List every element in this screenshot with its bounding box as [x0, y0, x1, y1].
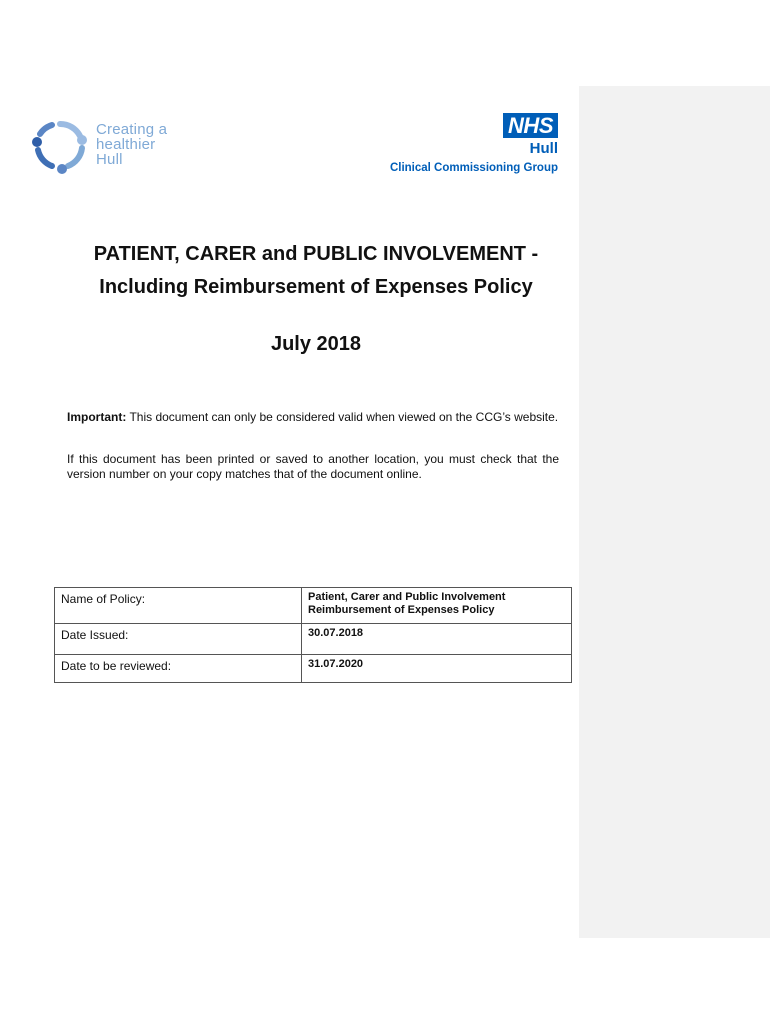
important-notice: [67, 410, 559, 425]
table-row: [55, 655, 572, 683]
logo-wordmark: [96, 122, 167, 167]
policy-name-label: Name of Policy:: [55, 588, 302, 624]
review-date-label: Date to be reviewed:: [55, 655, 302, 683]
creating-healthier-hull-logo: [30, 118, 200, 176]
important-label: Important:: [67, 410, 127, 424]
document-date: July 2018: [270, 333, 362, 355]
table-row: [55, 588, 572, 624]
logo-line-3: Hull: [96, 151, 123, 168]
document-title-line-2: Including Reimbursement of Expenses Policy: [99, 276, 533, 298]
policy-name-value: [302, 588, 572, 624]
nhs-badge: NHS: [503, 113, 558, 138]
nhs-group-name: Clinical Commissioning Group: [389, 162, 558, 174]
table-row: [55, 624, 572, 655]
document-title-line-1: PATIENT, CARER and PUBLIC INVOLVEMENT -: [93, 243, 539, 265]
date-issued-label: Date Issued:: [55, 624, 302, 655]
printed-copy-notice: If this document has been printed or saved to another location, you must check that the version number on your copy matches that of the document online.: [67, 452, 559, 481]
logo-line-2: healthier: [96, 136, 156, 153]
nhs-hull-ccg-logo: [383, 113, 558, 175]
date-issued-value: 30.07.2018: [302, 624, 572, 655]
policy-name-line-1: Patient, Carer and Public Involvement: [308, 591, 506, 603]
nhs-org-name: Hull: [529, 140, 558, 157]
policy-name-line-2: Reimbursement of Expenses Policy: [308, 604, 495, 616]
important-text: This document can only be considered valid when viewed on the CCG’s website.: [126, 410, 559, 424]
logo-line-1: Creating a: [96, 121, 168, 138]
people-circle-icon: [30, 118, 90, 176]
review-date-value: 31.07.2020: [302, 655, 572, 683]
comment-margin-pane: [579, 86, 770, 938]
policy-info-table: [54, 587, 572, 683]
